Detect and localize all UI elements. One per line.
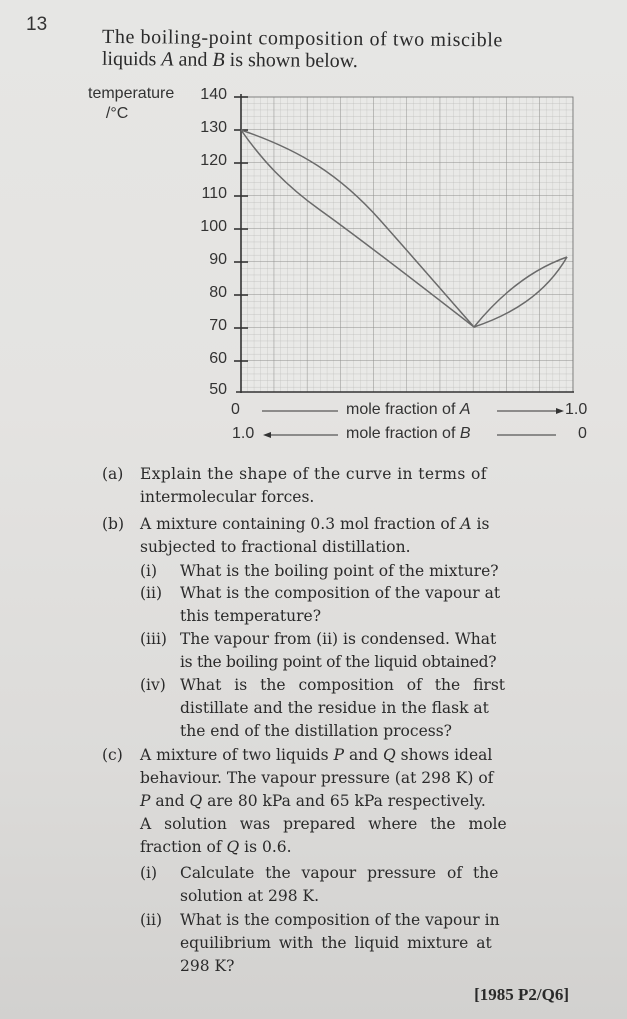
y-tick-50: 50: [209, 381, 227, 398]
chart-grid: [241, 97, 573, 392]
y-tick-120: 120: [200, 152, 227, 169]
exam-reference: [1985 P2/Q6]: [474, 985, 569, 1004]
y-tick-70: 70: [209, 317, 227, 334]
question-number: 13: [26, 14, 48, 35]
intro-line-1: The boiling-point composition of two miscible: [102, 25, 504, 52]
part-c-label: (c): [102, 746, 123, 764]
y-tick-100: 100: [200, 218, 227, 235]
y-tick-80: 80: [209, 284, 227, 301]
y-tick-90: 90: [209, 251, 227, 268]
y-tick-130: 130: [200, 119, 227, 136]
intro-line-2: liquids A and B is shown below.: [101, 47, 358, 73]
y-tick-60: 60: [209, 350, 227, 367]
part-b-label: (b): [102, 515, 125, 533]
y-tick-110: 110: [201, 185, 227, 202]
boiling-point-chart: [0, 0, 627, 460]
chart-y-axis-label: temperature /°C: [88, 85, 175, 122]
part-a-label: (a): [102, 465, 124, 483]
y-tick-140: 140: [200, 86, 227, 103]
